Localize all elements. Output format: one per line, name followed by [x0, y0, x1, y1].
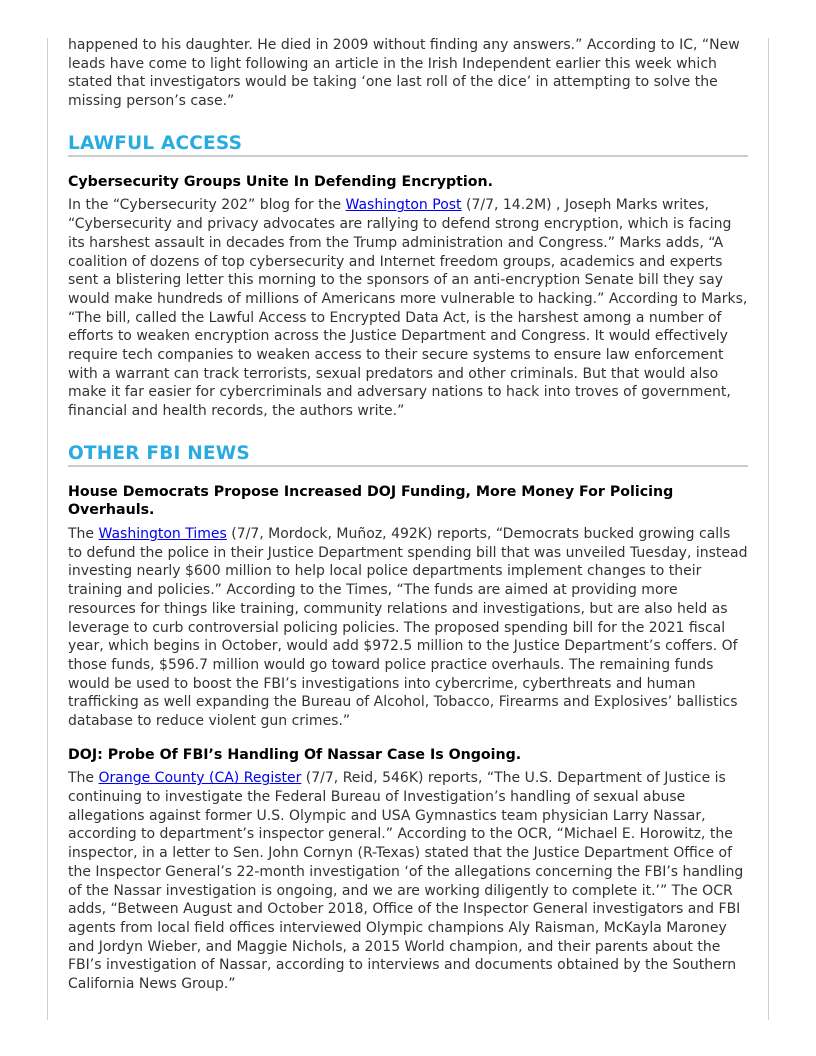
- page-border-left: [47, 38, 48, 1020]
- article-body-text: (7/7, Mordock, Muñoz, 492K) reports, “Democrats bucked growing calls to defund the police in their Justice Department spending bill that was unveiled Tuesday, instead investing nearly $600 million to help local police departments implement changes to their training and policies.” According to the Times, “The funds are aimed at providing more resources for things like training, community relations and investigations, but are also held as leverage to curb controversial policing policies. The proposed spending bill for the 2021 fiscal year, which begins in October, would add $972.5 million to the Justice Department’s coffers. Of those funds, $596.7 million would go toward police practice overhauls. The remaining funds would be used to boost the FBI’s investigations into cybercrime, cyberthreats and human trafficking as well expanding the Bureau of Alcohol, Tobacco, Firearms and Explosives’ ballistics database to reduce violent gun crimes.”: [68, 526, 748, 730]
- article-headline-nassar-probe: DOJ: Probe Of FBI’s Handling Of Nassar Case Is Ongoing.: [68, 746, 522, 763]
- article-body-text: The: [68, 526, 99, 543]
- intro-paragraph: happened to his daughter. He died in 2009 without finding any answers.” According to IC, “New leads have come to light following an article in the Irish Independent earlier this week which stated that investigators would be taking ‘one last roll of the dice’ in attempting to solve the missing person’s case.”: [68, 37, 740, 110]
- article-body-doj-funding: [68, 525, 748, 731]
- section-lawful-access: [68, 133, 748, 421]
- article-body-text: (7/7, 14.2M) , Joseph Marks writes, “Cybersecurity and privacy advocates are rallying to defend strong encryption, which is facing its harshest assault in decades from the Trump administration and Congress.” Marks adds, “A coalition of dozens of top cybersecurity and Internet freedom groups, academics and experts sent a blistering letter this morning to the sponsors of an anti-encryption Senate bill they say would make hundreds of millions of Americans more vulnerable to hacking.” According to Marks, “The bill, called the Lawful Access to Encrypted Data Act, is the harshest among a number of efforts to weaken encryption across the Justice Department and Congress. It would effectively require tech companies to weaken access to their secure systems to ensure law enforcement with a warrant can track terrorists, sexual predators and other criminals. But that would also make it far easier for cybercriminals and adversary nations to hack into troves of government, financial and health records, the authors write.”: [68, 197, 748, 420]
- article-body-nassar-probe: [68, 769, 748, 993]
- section-other-fbi-news: [68, 443, 748, 994]
- article-headline-encryption: Cybersecurity Groups Unite In Defending Encryption.: [68, 173, 494, 190]
- article-headline-doj-funding: House Democrats Propose Increased DOJ Funding, More Money For Policing Overhauls.: [68, 483, 674, 519]
- source-link-washington-times[interactable]: Washington Times: [98, 526, 227, 543]
- newsletter-content: [68, 36, 748, 994]
- section-title-other-fbi-news: OTHER FBI NEWS: [68, 443, 748, 467]
- source-link-orange-county-register[interactable]: Orange County (CA) Register: [98, 770, 302, 787]
- page-border-right: [768, 38, 769, 1020]
- article-body-encryption: [68, 196, 748, 420]
- source-link-washington-post[interactable]: Washington Post: [345, 197, 462, 214]
- article-body-text: (7/7, Reid, 546K) reports, “The U.S. Department of Justice is continuing to investigate the Federal Bureau of Investigation’s handling of sexual abuse allegations against former U.S. Olympic and USA Gymnastics team physician Larry Nassar, according to department’s inspector general.” According to the OCR, “Michael E. Horowitz, the inspector, in a letter to Sen. John Cornyn (R-Texas) stated that the Justice Department Office of the Inspector General’s 22-month investigation ‘of the allegations concerning the FBI’s handling of the Nassar investigation is ongoing, and we are working diligently to complete it.’” The OCR adds, “Between August and October 2018, Office of the Inspector General investigators and FBI agents from local field offices interviewed Olympic champions Aly Raisman, McKayla Maroney and Jordyn Wieber, and Maggie Nichols, a 2015 World champion, and their parents about the FBI’s investigation of Nassar, according to interviews and documents obtained by the Southern California News Group.”: [68, 770, 744, 993]
- section-title-lawful-access: LAWFUL ACCESS: [68, 133, 748, 157]
- article-body-text: The: [68, 770, 99, 787]
- article-body-text: In the “Cybersecurity 202” blog for the: [68, 197, 346, 214]
